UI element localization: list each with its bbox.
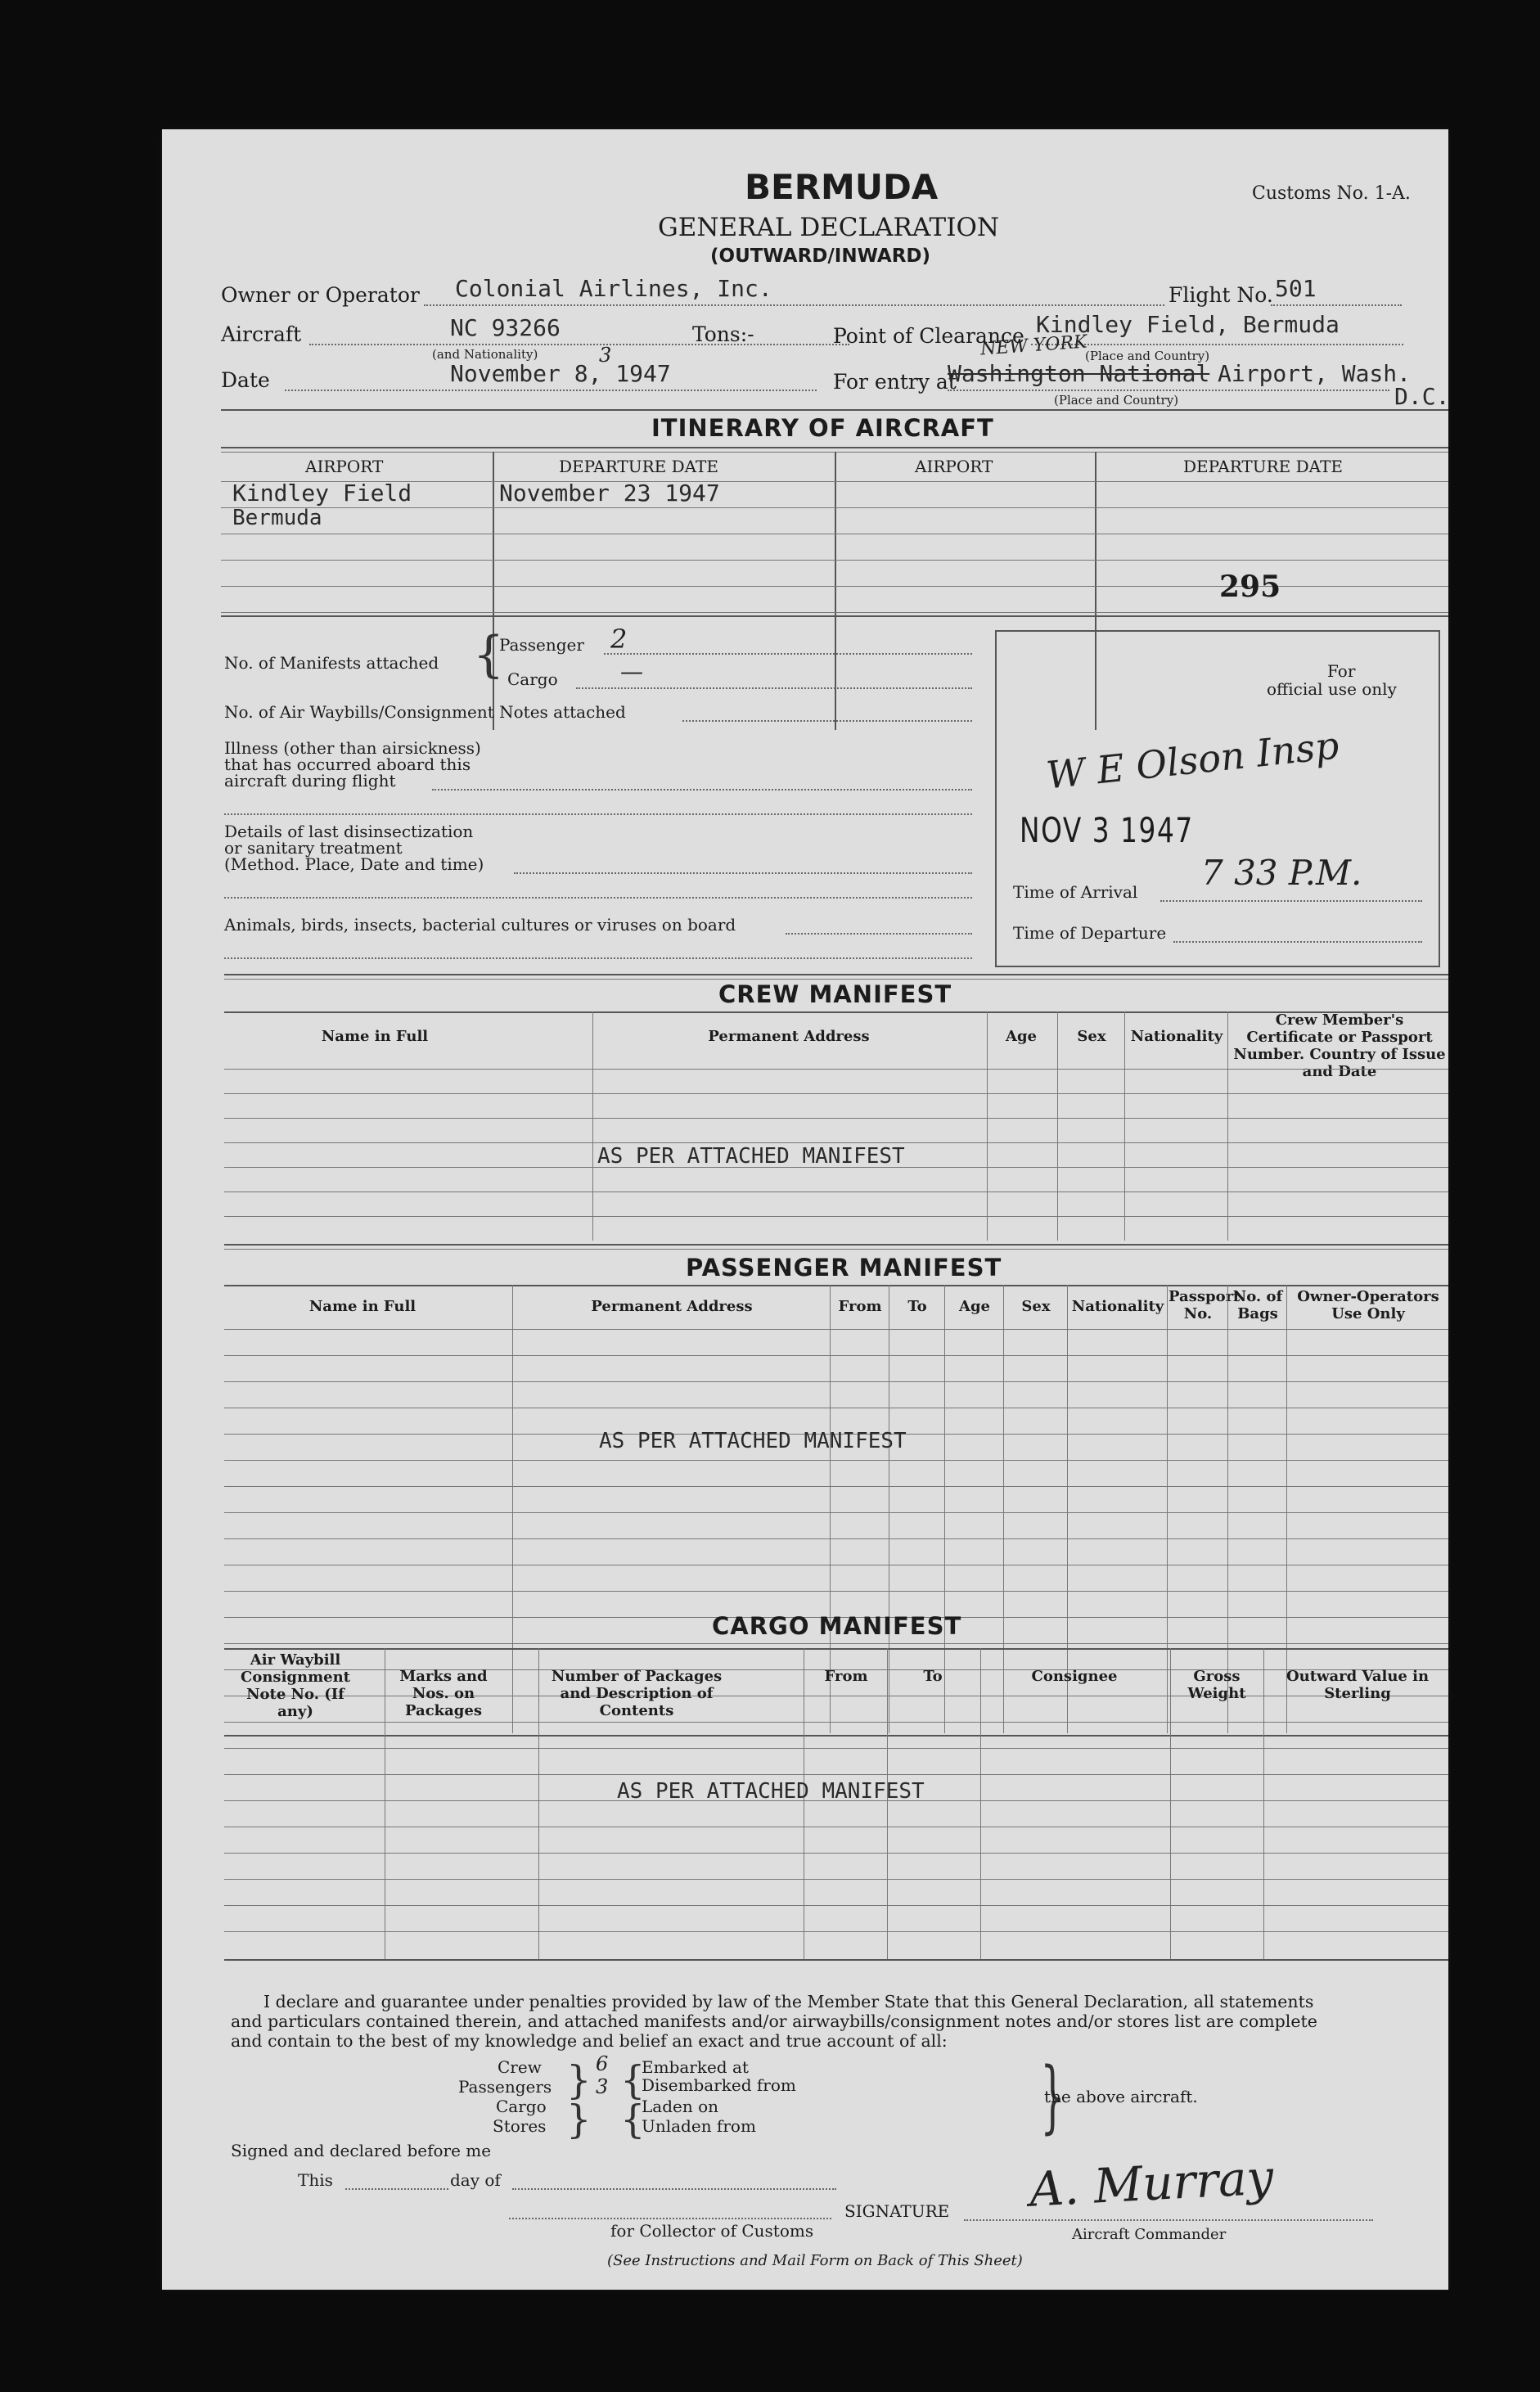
passenger-col-age: Age xyxy=(958,1298,990,1315)
cargo-note: AS PER ATTACHED MANIFEST xyxy=(617,1779,925,1804)
disinsect-underline-2 xyxy=(224,897,972,899)
arrival-value: 7 33 P.M. xyxy=(1201,853,1362,893)
cargo-col-marks: Marks and Nos. on Packages xyxy=(399,1668,488,1719)
itinerary-divider-1 xyxy=(493,452,494,730)
cargo-col-value: Outward Value in Sterling xyxy=(1286,1668,1430,1702)
date-correction: 3 xyxy=(599,344,612,367)
cargo-divider-5 xyxy=(980,1648,981,1959)
declaration-signature-label: SIGNATURE xyxy=(844,2201,950,2221)
declaration-line3: and contain to the best of my knowledge and belief an exact and true account of all: xyxy=(231,2031,948,2051)
cargo-col-from: From xyxy=(824,1668,868,1685)
cargo-row-line-9 xyxy=(224,1931,1448,1932)
cargo-divider-4 xyxy=(887,1648,888,1959)
cargo-col-gross-weight: Gross Weight xyxy=(1187,1668,1246,1702)
departure-time-underline xyxy=(1173,941,1422,943)
declaration-passenger-count: 3 xyxy=(596,2075,609,2098)
crew-row-line-6 xyxy=(224,1191,1448,1192)
arrival-label: Time of Arrival xyxy=(1013,882,1138,902)
cargo-divider-7 xyxy=(1263,1648,1264,1959)
passenger-row-line-2 xyxy=(224,1355,1448,1356)
passenger-title: PASSENGER MANIFEST xyxy=(686,1254,1002,1282)
passenger-col-name: Name in Full xyxy=(308,1298,417,1315)
cargo-divider-2 xyxy=(538,1648,539,1959)
entry-value-line2: D.C. xyxy=(1394,383,1450,410)
entry-label: For entry at xyxy=(833,370,957,394)
declaration-commander-label: Aircraft Commander xyxy=(1072,2226,1227,2243)
passenger-divider-8 xyxy=(1227,1285,1228,1733)
illness-label-line3: aircraft during flight xyxy=(224,771,396,791)
itinerary-col-departure-2: DEPARTURE DATE xyxy=(1183,457,1343,476)
manifests-cargo-label: Cargo xyxy=(507,669,558,689)
passenger-divider-7 xyxy=(1167,1285,1168,1733)
declaration-crew: Crew xyxy=(498,2057,542,2077)
cargo-row-line-1 xyxy=(224,1722,1448,1723)
nationality-note: (and Nationality) xyxy=(432,347,538,362)
declaration-day-of: day of xyxy=(450,2170,501,2190)
flight-value: 501 xyxy=(1275,275,1317,302)
itinerary-row-line-4 xyxy=(221,560,1448,561)
tons-label: Tons:- xyxy=(692,322,754,346)
passenger-col-passport: Passport No. xyxy=(1169,1288,1241,1322)
cargo-row-line-6 xyxy=(224,1853,1448,1854)
itinerary-title: ITINERARY OF AIRCRAFT xyxy=(651,414,994,442)
manifests-passenger-value: 2 xyxy=(610,624,628,655)
declaration-crew-count: 6 xyxy=(596,2052,609,2075)
entry-underline xyxy=(948,390,1389,391)
crew-title: CREW MANIFEST xyxy=(718,980,952,1008)
passenger-col-sex: Sex xyxy=(1021,1298,1051,1315)
departure-time-label: Time of Departure xyxy=(1013,923,1167,943)
animals-underline-2 xyxy=(224,957,972,959)
passenger-divider-6 xyxy=(1067,1285,1068,1733)
official-date-stamp: NOV 3 1947 xyxy=(1020,810,1194,850)
owner-label: Owner or Operator xyxy=(221,283,420,307)
passenger-row-line-8 xyxy=(224,1512,1448,1513)
passenger-row-line-11 xyxy=(224,1591,1448,1592)
passenger-divider-2 xyxy=(830,1285,831,1733)
manifests-passenger-label: Passenger xyxy=(499,635,584,655)
itinerary-col-airport-2: AIRPORT xyxy=(915,457,993,476)
declaration-stores: Stores xyxy=(493,2116,547,2136)
disinsect-label-line1: Details of last disinsectization xyxy=(224,822,474,841)
form-direction: (OUTWARD/INWARD) xyxy=(710,246,931,267)
cargo-title: CARGO MANIFEST xyxy=(712,1612,962,1640)
cargo-bottom-rule xyxy=(224,1959,1448,1961)
declaration-signature-underline xyxy=(964,2219,1373,2221)
form-number: Customs No. 1-A. xyxy=(1252,183,1411,204)
cargo-row-line-2 xyxy=(224,1748,1448,1749)
owner-underline xyxy=(424,304,1164,306)
illness-underline-1 xyxy=(432,789,972,791)
entry-value: Airport, Wash. xyxy=(1218,360,1412,387)
place-country-note-2: (Place and Country) xyxy=(1054,393,1179,408)
crew-col-name: Name in Full xyxy=(321,1028,429,1045)
passenger-divider-1 xyxy=(512,1285,513,1733)
animals-underline-1 xyxy=(786,933,972,935)
cargo-divider-6 xyxy=(1170,1648,1171,1959)
aircraft-underline xyxy=(309,344,849,345)
clearance-label: Point of Clearance xyxy=(833,324,1024,348)
illness-label-line1: Illness (other than airsickness) xyxy=(224,738,481,758)
waybills-label: No. of Air Waybills/Consignment Notes attached xyxy=(224,702,626,722)
passenger-row-line-6 xyxy=(224,1460,1448,1461)
declaration-form xyxy=(162,129,1448,2290)
passenger-row-line-3 xyxy=(224,1381,1448,1382)
crew-row-line-3 xyxy=(224,1118,1448,1119)
declaration-disembarked: Disembarked from xyxy=(642,2075,796,2095)
entry-struck-text: Washington National xyxy=(948,360,1210,387)
itinerary-row-line-2 xyxy=(221,507,1448,508)
itinerary-col-departure-1: DEPARTURE DATE xyxy=(559,457,718,476)
declaration-brace-right: } xyxy=(1040,2051,1065,2142)
crew-divider-4 xyxy=(1124,1011,1125,1241)
passenger-row-line-13 xyxy=(224,1643,1448,1644)
declaration-signed-before: Signed and declared before me xyxy=(231,2141,492,2160)
passenger-row-line-7 xyxy=(224,1486,1448,1487)
disinsect-label-line2: or sanitary treatment xyxy=(224,838,403,858)
passenger-col-bags: No. of Bags xyxy=(1232,1288,1283,1322)
declaration-instructions: (See Instructions and Mail Form on Back of This Sheet) xyxy=(607,2252,1023,2269)
entry-handwritten: NEW YORK xyxy=(979,331,1088,360)
animals-label: Animals, birds, insects, bacterial cultures or viruses on board xyxy=(224,915,736,935)
illness-underline-2 xyxy=(224,813,972,815)
official-inspector-signature: W E Olson Insp xyxy=(1044,723,1341,798)
owner-value: Colonial Airlines, Inc. xyxy=(455,275,772,302)
declaration-above-aircraft: the above aircraft. xyxy=(1044,2087,1198,2106)
declaration-line1: I declare and guarantee under penalties provided by law of the Member State that this General Declaration, all statements xyxy=(263,1992,1314,2011)
crew-col-address: Permanent Address xyxy=(708,1028,870,1045)
passenger-col-from: From xyxy=(838,1298,882,1315)
passenger-row-line-9 xyxy=(224,1538,1448,1539)
crew-top-rule xyxy=(224,974,1448,975)
declaration-unladen: Unladen from xyxy=(642,2116,756,2136)
date-value: November 8, 1947 xyxy=(450,360,671,387)
form-title: BERMUDA xyxy=(745,167,939,207)
passenger-header-rule xyxy=(224,1285,1448,1286)
manifests-cargo-underline xyxy=(576,687,972,689)
declaration-embarked: Embarked at xyxy=(642,2057,749,2077)
passenger-top-rule-2 xyxy=(224,1249,1448,1250)
itinerary-rule-2 xyxy=(221,447,1448,448)
disinsect-label-line3: (Method. Place, Date and time) xyxy=(224,854,484,874)
official-use-label: official use only xyxy=(1267,679,1397,699)
crew-divider-5 xyxy=(1227,1011,1228,1241)
manifests-brace: { xyxy=(473,626,505,683)
itinerary-top-rule xyxy=(221,409,1448,411)
passenger-col-to: To xyxy=(907,1298,927,1315)
flight-underline xyxy=(1271,304,1402,306)
crew-divider-3 xyxy=(1057,1011,1058,1241)
itinerary-airport-line2: Bermuda xyxy=(232,506,322,530)
itinerary-airport-line1: Kindley Field xyxy=(232,480,412,507)
date-underline xyxy=(285,390,817,391)
cargo-col-packages: Number of Packages and Description of Contents xyxy=(551,1668,723,1719)
cargo-col-consignee: Consignee xyxy=(1031,1668,1118,1685)
manifests-passenger-underline xyxy=(604,653,972,655)
passenger-note: AS PER ATTACHED MANIFEST xyxy=(599,1429,907,1453)
crew-row-line-1 xyxy=(224,1069,1448,1070)
declaration-this-underline xyxy=(345,2188,448,2190)
passenger-divider-9 xyxy=(1286,1285,1287,1733)
cargo-col-to: To xyxy=(923,1668,943,1685)
disinsect-underline-1 xyxy=(514,872,972,874)
crew-row-line-4 xyxy=(224,1142,1448,1143)
cargo-row-line-3 xyxy=(224,1774,1448,1775)
crew-top-rule-2 xyxy=(224,979,1448,980)
itinerary-col-airport-1: AIRPORT xyxy=(305,457,384,476)
passenger-col-owner-use: Owner-Operators Use Only xyxy=(1297,1288,1439,1322)
manifests-cargo-value: — xyxy=(620,658,643,685)
declaration-day-underline xyxy=(512,2188,836,2190)
itinerary-row-line-6 xyxy=(221,612,1448,613)
crew-divider-1 xyxy=(592,1011,593,1241)
place-country-note-1: (Place and Country) xyxy=(1085,349,1210,363)
cargo-row-line-8 xyxy=(224,1905,1448,1906)
waybills-underline xyxy=(682,720,972,722)
declaration-collector: for Collector of Customs xyxy=(610,2221,814,2241)
manifests-label: No. of Manifests attached xyxy=(224,653,439,673)
cargo-row-line-7 xyxy=(224,1879,1448,1880)
crew-col-sex: Sex xyxy=(1077,1028,1106,1045)
declaration-collector-underline xyxy=(509,2218,831,2219)
declaration-brace-left-2: } xyxy=(566,2097,592,2142)
passenger-col-address: Permanent Address xyxy=(591,1298,753,1315)
arrival-underline xyxy=(1160,900,1422,902)
declaration-this-label: This xyxy=(298,2170,333,2190)
date-label: Date xyxy=(221,368,270,392)
clearance-value: Kindley Field, Bermuda xyxy=(1036,311,1340,338)
cargo-header-rule xyxy=(224,1648,1448,1650)
crew-row-line-2 xyxy=(224,1093,1448,1094)
illness-label-line2: that has occurred aboard this xyxy=(224,755,471,774)
declaration-brace-left: } xyxy=(566,2057,592,2103)
declaration-cargo: Cargo xyxy=(496,2097,547,2116)
passenger-row-line-1 xyxy=(224,1329,1448,1330)
itinerary-bottom-rule xyxy=(221,615,1448,617)
passenger-col-nationality: Nationality xyxy=(1071,1298,1164,1315)
official-for-label: For xyxy=(1327,661,1356,681)
flight-label: Flight No. xyxy=(1169,283,1273,307)
itinerary-stamp-number: 295 xyxy=(1219,570,1281,604)
crew-row-line-7 xyxy=(224,1216,1448,1217)
declaration-brace-mid: { xyxy=(620,2057,646,2103)
form-subtitle: GENERAL DECLARATION xyxy=(658,213,999,242)
crew-note: AS PER ATTACHED MANIFEST xyxy=(597,1144,905,1169)
cargo-col-waybill: Air Waybill Consignment Note No. (If any) xyxy=(241,1651,350,1720)
passenger-top-rule xyxy=(224,1244,1448,1246)
commander-signature: A. Murray xyxy=(1028,2149,1275,2218)
declaration-laden: Laden on xyxy=(642,2097,719,2116)
passenger-divider-5 xyxy=(1003,1285,1004,1733)
crew-col-age: Age xyxy=(1005,1028,1037,1045)
declaration-passengers: Passengers xyxy=(458,2077,552,2097)
crew-col-nationality: Nationality xyxy=(1130,1028,1223,1045)
declaration-line2: and particulars contained therein, and attached manifests and/or airwaybills/consignment notes and/or stores list are complete xyxy=(231,2011,1317,2031)
crew-col-certificate: Crew Member's Certificate or Passport Number. Country of Issue and Date xyxy=(1233,1011,1446,1080)
crew-divider-2 xyxy=(987,1011,988,1241)
aircraft-value: NC 93266 xyxy=(450,314,561,341)
aircraft-label: Aircraft xyxy=(221,322,302,346)
passenger-divider-4 xyxy=(944,1285,945,1733)
cargo-top-rule xyxy=(224,1735,1448,1737)
declaration-brace-mid-2: { xyxy=(620,2097,646,2142)
itinerary-departure-value: November 23 1947 xyxy=(499,480,720,507)
